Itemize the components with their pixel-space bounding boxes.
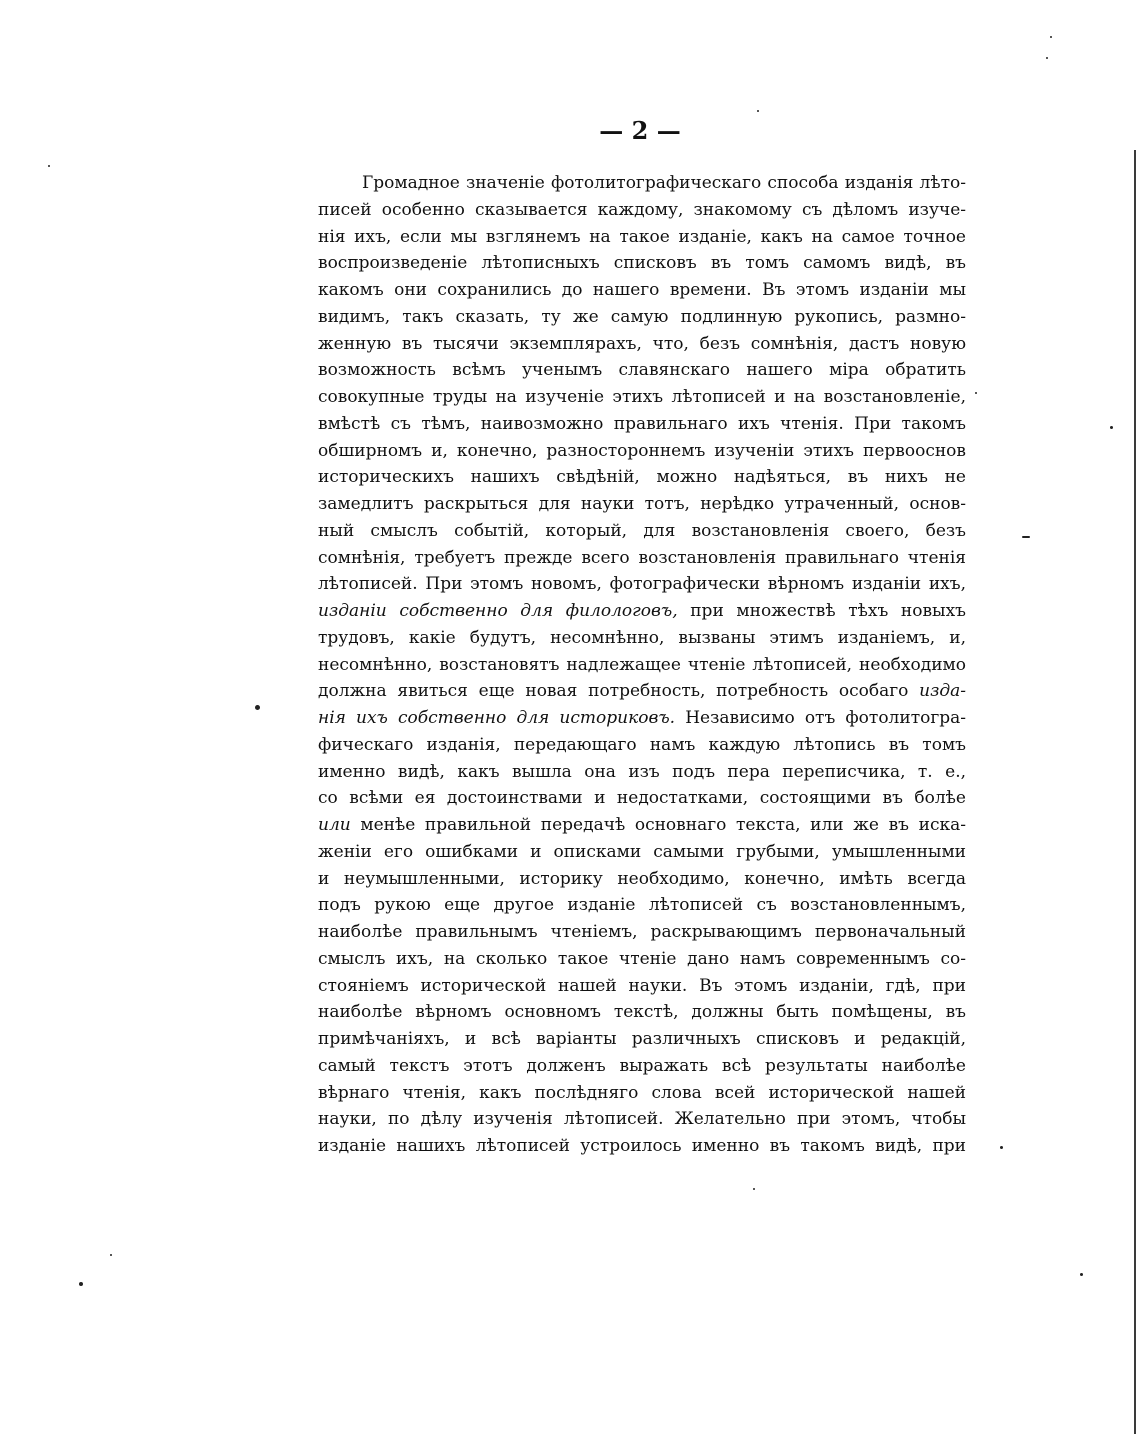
page-edge-shadow bbox=[1134, 150, 1136, 1434]
text-segment: воспроизведеніе лѣтописныхъ списковъ въ томъ самомъ видѣ, въ bbox=[318, 253, 966, 274]
scan-speck bbox=[79, 1282, 83, 1286]
scan-speck bbox=[1022, 536, 1030, 538]
text-line bbox=[318, 224, 966, 251]
text-line bbox=[318, 973, 966, 1000]
text-segment: лѣтописей. При этомъ новомъ, фотографически вѣрномъ изданіи ихъ, bbox=[318, 574, 966, 595]
text-line bbox=[318, 357, 966, 384]
text-segment: трудовъ, какіе будутъ, несомнѣнно, вызваны этимъ изданіемъ, и, bbox=[318, 627, 966, 648]
text-line bbox=[318, 919, 966, 946]
text-line bbox=[318, 331, 966, 358]
text-line bbox=[318, 384, 966, 411]
text-line bbox=[318, 197, 966, 224]
text-segment: видимъ, такъ сказать, ту же самую подлинную рукопись, размно- bbox=[318, 306, 966, 327]
scan-speck bbox=[1050, 36, 1052, 38]
text-segment: именно видѣ, какъ вышла она изъ подъ пера переписчика, т. е., bbox=[318, 761, 966, 782]
text-segment: обширномъ и, конечно, разностороннемъ изученіи этихъ первооснов bbox=[318, 440, 966, 461]
text-segment: смыслъ ихъ, на сколько такое чтеніе дано намъ современнымъ со- bbox=[318, 948, 966, 969]
text-segment: наиболѣе правильнымъ чтеніемъ, раскрывающимъ первоначальный bbox=[318, 922, 966, 942]
text-segment: менѣе правильной передачѣ основнаго текста, или же въ иска- bbox=[350, 815, 966, 835]
text-segment: женную въ тысячи экземплярахъ, что, безъ сомнѣнія, дастъ новую bbox=[318, 333, 966, 354]
text-line bbox=[318, 732, 966, 759]
text-segment: при множествѣ тѣхъ новыхъ bbox=[677, 601, 966, 621]
text-line bbox=[318, 652, 966, 679]
text-segment: вѣрнаго чтенія, какъ послѣдняго слова всей исторической нашей bbox=[318, 1082, 966, 1103]
text-line bbox=[318, 571, 966, 598]
page-number: — 2 — bbox=[599, 116, 681, 145]
text-segment: нія ихъ, если мы взглянемъ на такое изданіе, какъ на самое точное bbox=[318, 226, 966, 247]
text-segment: должна явиться еще новая потребность, потребность особаго bbox=[318, 681, 920, 702]
text-line bbox=[318, 839, 966, 866]
scan-speck bbox=[1000, 1146, 1003, 1149]
text-segment: замедлитъ раскрыться для науки тотъ, нерѣдко утраченный, основ- bbox=[318, 494, 966, 514]
text-line bbox=[318, 1026, 966, 1053]
text-segment: сомнѣнія, требуетъ прежде всего возстановленія правильнаго чтенія bbox=[318, 547, 966, 568]
text-segment: женіи его ошибками и описками самыми грубыми, умышленными bbox=[318, 841, 966, 862]
text-line bbox=[318, 866, 966, 893]
text-segment: наиболѣе вѣрномъ основномъ текстѣ, должны быть помѣщены, въ bbox=[318, 1002, 966, 1023]
scan-speck bbox=[1110, 426, 1113, 429]
scan-speck bbox=[757, 110, 759, 112]
scan-speck bbox=[1046, 57, 1048, 59]
text-line bbox=[318, 705, 966, 732]
text-segment: историческихъ нашихъ свѣдѣній, можно надѣяться, въ нихъ не bbox=[318, 467, 966, 488]
text-line bbox=[318, 411, 966, 438]
text-line bbox=[318, 1080, 966, 1107]
text-line bbox=[318, 1133, 966, 1160]
scan-speck bbox=[255, 705, 260, 710]
italic-text-segment: или bbox=[318, 815, 351, 835]
text-line bbox=[318, 999, 966, 1026]
text-segment: ный смыслъ событій, который, для возстановленія своего, безъ bbox=[318, 520, 966, 541]
text-line bbox=[318, 518, 966, 545]
text-segment: возможность всѣмъ ученымъ славянскаго нашего міра обратить bbox=[318, 360, 966, 381]
scan-speck bbox=[48, 165, 50, 167]
text-line bbox=[318, 625, 966, 652]
text-line bbox=[318, 598, 966, 625]
text-line bbox=[318, 438, 966, 465]
text-line bbox=[318, 892, 966, 919]
text-segment: Громадное значеніе фотолитографическаго способа изданія лѣто- bbox=[362, 173, 966, 193]
text-segment: Независимо отъ фотолитогра- bbox=[675, 708, 966, 728]
text-segment: науки, по дѣлу изученія лѣтописей. Желательно при этомъ, чтобы bbox=[318, 1109, 966, 1130]
text-line bbox=[318, 812, 966, 839]
text-line bbox=[318, 464, 966, 491]
text-segment: и неумышленными, историку необходимо, конечно, имѣть всегда bbox=[318, 868, 966, 889]
body-text bbox=[318, 170, 966, 1160]
text-segment: какомъ они сохранились до нашего времени. Въ этомъ изданіи мы bbox=[318, 280, 966, 300]
text-line bbox=[318, 946, 966, 973]
text-line bbox=[318, 491, 966, 518]
scan-speck bbox=[753, 1188, 755, 1190]
text-line bbox=[318, 277, 966, 304]
scan-speck bbox=[110, 1254, 112, 1256]
text-segment: подъ рукою еще другое изданіе лѣтописей съ возстановленнымъ, bbox=[318, 895, 966, 916]
scan-speck bbox=[975, 392, 977, 394]
text-segment: стояніемъ исторической нашей науки. Въ этомъ изданіи, гдѣ, при bbox=[318, 975, 966, 996]
text-line bbox=[318, 250, 966, 277]
text-segment: совокупные труды на изученіе этихъ лѣтописей и на возстановленіе, bbox=[318, 387, 966, 407]
text-segment: изданіе нашихъ лѣтописей устроилось именно въ такомъ видѣ, при bbox=[318, 1136, 966, 1156]
text-line bbox=[318, 759, 966, 786]
text-line bbox=[318, 170, 966, 197]
text-segment: фическаго изданія, передающаго намъ каждую лѣтопись въ томъ bbox=[318, 734, 966, 755]
scan-speck bbox=[1080, 1273, 1083, 1276]
text-line bbox=[318, 304, 966, 331]
italic-text-segment: изданіи собственно для филологовъ, bbox=[318, 601, 678, 621]
text-segment: самый текстъ этотъ долженъ выражать всѣ результаты наиболѣе bbox=[318, 1055, 966, 1076]
text-segment: несомнѣнно, возстановятъ надлежащее чтеніе лѣтописей, необходимо bbox=[318, 654, 966, 675]
text-line bbox=[318, 1053, 966, 1080]
text-segment: со всѣми ея достоинствами и недостатками, состоящими въ болѣе bbox=[318, 788, 966, 809]
text-line bbox=[318, 545, 966, 572]
italic-text-segment: изда- bbox=[919, 681, 966, 702]
text-segment: вмѣстѣ съ тѣмъ, наивозможно правильнаго ихъ чтенія. При такомъ bbox=[318, 413, 966, 434]
text-line bbox=[318, 678, 966, 705]
text-line bbox=[318, 785, 966, 812]
text-segment: писей особенно сказывается каждому, знакомому съ дѣломъ изуче- bbox=[318, 199, 966, 220]
italic-text-segment: нія ихъ собственно для историковъ. bbox=[318, 708, 676, 728]
text-line bbox=[318, 1106, 966, 1133]
text-segment: примѣчаніяхъ, и всѣ варіанты различныхъ списковъ и редакцій, bbox=[318, 1029, 966, 1049]
